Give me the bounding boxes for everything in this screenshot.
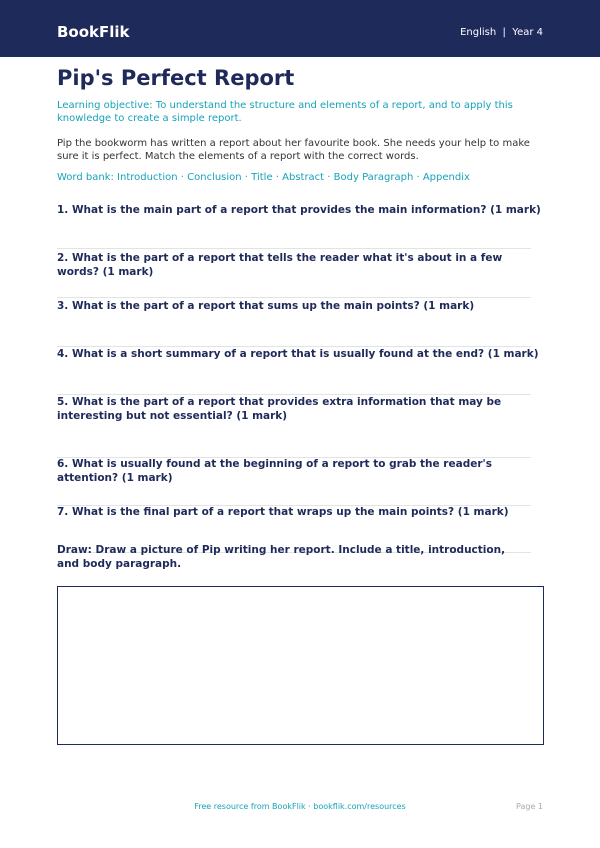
page-title: Pip's Perfect Report [57,66,295,90]
question-6: 6. What is usually found at the beginning of a report to grab the reader's attention? (1 mark) [57,458,492,484]
brand-logo[interactable]: BookFlik [57,23,130,41]
question-3: 3. What is the part of a report that sums up the main points? (1 mark) [57,300,475,312]
intro-text: Pip the bookworm has written a report about her favourite book. She needs your help to make sure it is perfect. Match the elements of a report with the correct words. [57,138,530,162]
question-2: 2. What is the part of a report that tells the reader what it's about in a few words? (1 mark) [57,252,503,278]
answer-line-1[interactable] [57,248,531,249]
word-bank: Word bank: Introduction · Conclusion · Title · Abstract · Body Paragraph · Appendix [57,172,470,183]
question-1: 1. What is the main part of a report that provides the main information? (1 mark) [57,204,541,216]
drawing-area[interactable] [57,586,544,745]
subject-year-label: English | Year 4 [460,27,543,38]
header-bar [0,0,600,57]
question-4: 4. What is a short summary of a report that is usually found at the end? (1 mark) [57,348,539,360]
question-5: 5. What is the part of a report that provides extra information that may be interesting but not essential? (1 mark) [57,396,502,422]
question-7: 7. What is the final part of a report that wraps up the main points? (1 mark) [57,506,509,518]
answer-line-2[interactable] [57,297,531,298]
footer-credit[interactable]: Free resource from BookFlik · bookflik.com/resources [194,802,406,811]
learning-objective: Learning objective: To understand the structure and elements of a report, and to apply this knowledge to create a simple report. [57,100,513,124]
page-number: Page 1 [516,802,543,811]
draw-task: Draw: Draw a picture of Pip writing her report. Include a title, introduction, and body paragraph. [57,544,506,570]
